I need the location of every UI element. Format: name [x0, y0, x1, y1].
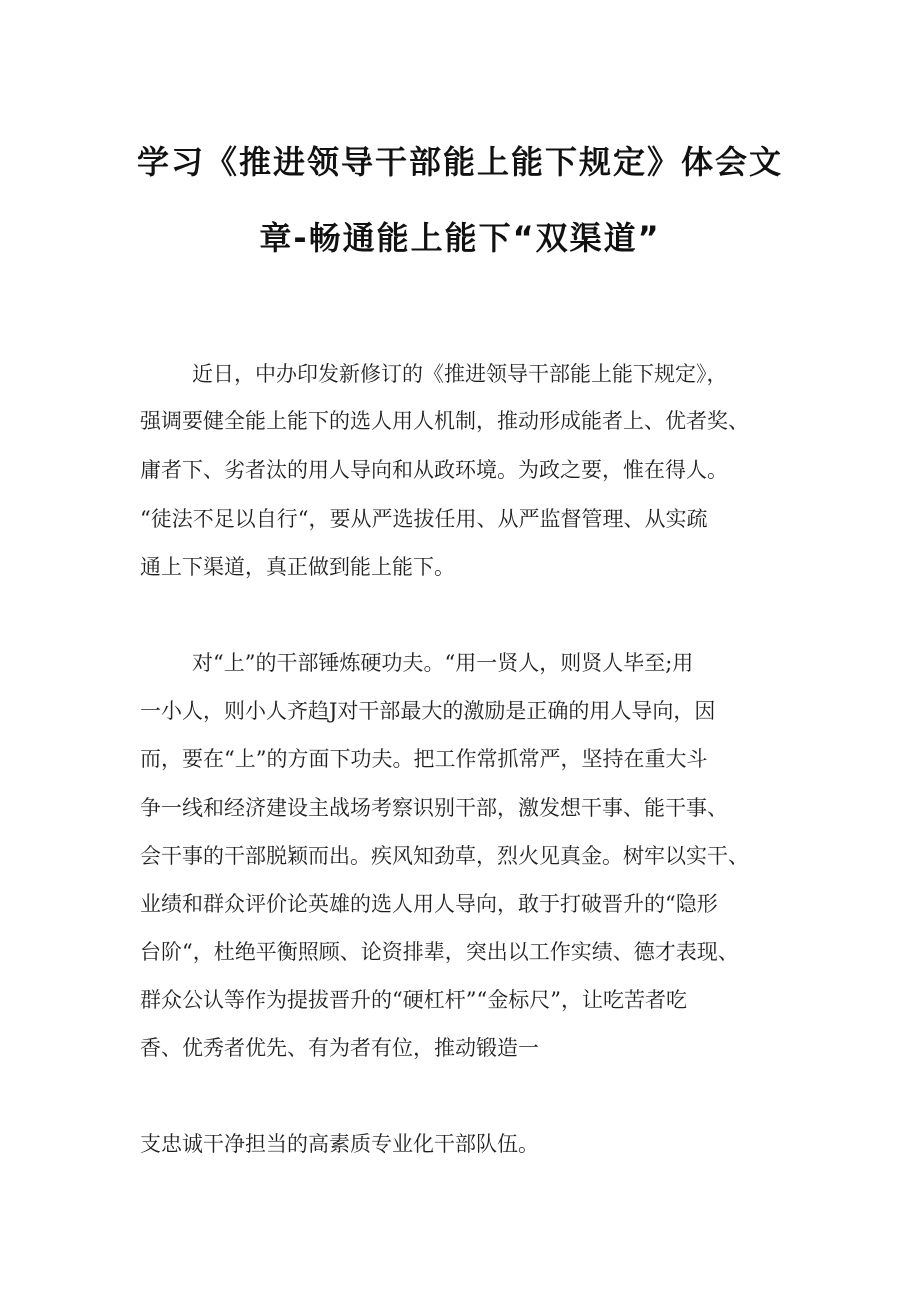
paragraph-2-line: 争一线和经济建设主战场考察识别干部，激发想干事、能干事、 — [140, 796, 728, 820]
paragraph-2-line: 而，要在“上”的方面下功夫。把工作常抓常严，坚持在重大斗 — [140, 747, 708, 771]
paragraph-2-line: 会干事的干部脱颖而出。疾风知劲草，烈火见真金。树牢以实干、 — [140, 844, 749, 868]
paragraph-2-line: 一小人，则小人齐趋J对干部最大的激励是正确的用人导向，因 — [140, 699, 716, 723]
document-title-line-2: 章-畅通能上能下“双渠道” — [259, 219, 661, 257]
paragraph-1-line: 强调要健全能上能下的选人用人机制，推动形成能者上、优者奖、 — [140, 409, 749, 433]
document-title-line-1: 学习《推进领导干部能上能下规定》体会文 — [136, 143, 783, 181]
paragraph-2-line: 群众公认等作为提拔晋升的“硬杠杆”“金标尺”，让吃苦者吃 — [140, 988, 687, 1012]
paragraph-3-line: 支忠诚干净担当的高素质专业化干部队伍。 — [140, 1132, 539, 1156]
paragraph-2-line: 台阶“，杜绝平衡照顾、论资排辈，突出以工作实绩、德才表现、 — [140, 940, 739, 964]
paragraph-1-line: 近日，中办印发新修订的《推进领导干部能上能下规定》， — [192, 362, 728, 386]
paragraph-1-line: 通上下渠道，真正做到能上能下。 — [140, 555, 455, 579]
paragraph-1-line: 庸者下、劣者汰的用人导向和从政环境。为政之要，惟在得人。 — [140, 458, 728, 482]
paragraph-2-line: 香、优秀者优先、有为者有位，推动锻造一 — [140, 1036, 539, 1060]
paragraph-2-line: 对“上”的干部锤炼硬功夫。“用一贤人，则贤人毕至;用 — [192, 651, 694, 675]
paragraph-2-line: 业绩和群众评价论英雄的选人用人导向，敢于打破晋升的“隐形 — [140, 892, 718, 916]
paragraph-1-line: “徒法不足以自行“，要从严选拔任用、从严监督管理、从实疏 — [140, 507, 708, 531]
